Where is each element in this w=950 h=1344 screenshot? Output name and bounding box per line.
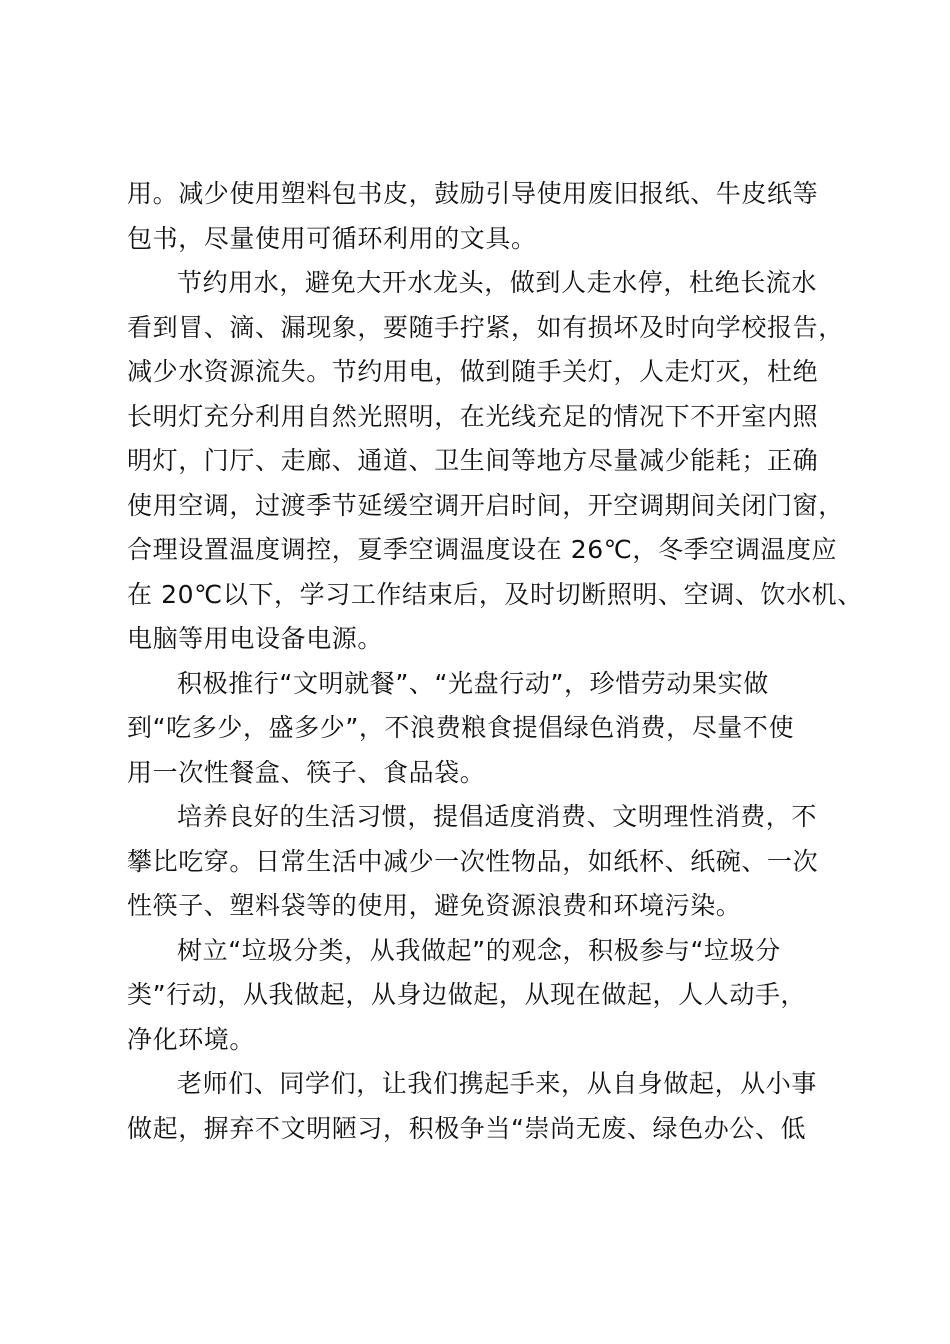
- paragraph: [127, 261, 863, 662]
- text-line: 在 20℃以下，学习工作结束后，及时切断照明、空调、饮水机、: [127, 579, 863, 609]
- paragraph: [127, 795, 839, 929]
- text-line: 净化环境。: [127, 1024, 256, 1054]
- text-line: 用。减少使用塑料包书皮，鼓励引导使用废旧报纸、牛皮纸等: [127, 179, 819, 208]
- text-line: 减少水资源流失。节约用电，做到随手关灯，人走灯灭，杜绝: [127, 357, 819, 386]
- text-line: 做起，摒弃不文明陋习，积极争当“崇尚无废、绿色办公、低: [127, 1113, 807, 1143]
- text-line: 性筷子、塑料袋等的使用，避免资源浪费和环境污染。: [127, 891, 742, 920]
- paragraph: [127, 172, 839, 261]
- text-line: 使用空调，过渡季节延缓空调开启时间，开空调期间关闭门窗，: [127, 490, 844, 520]
- document-body: [127, 172, 863, 1151]
- text-line: 用一次性餐盒、筷子、食品袋。: [127, 757, 486, 787]
- text-line: 包书，尽量使用可循环利用的文具。: [127, 223, 537, 253]
- text-line: 树立“垃圾分类，从我做起”的观念，积极参与“垃圾分: [177, 935, 781, 965]
- text-line: 明灯，门厅、走廊、通道、卫生间等地方尽量减少能耗；正确: [127, 446, 819, 475]
- text-line: 积极推行“文明就餐”、“光盘行动”，珍惜劳动果实做: [177, 668, 769, 698]
- paragraph: [127, 929, 839, 1063]
- text-line: 合理设置温度调控，夏季空调温度设在 26℃，冬季空调温度应: [127, 535, 838, 564]
- text-line: 看到冒、滴、漏现象，要随手拧紧，如有损坏及时向学校报告，: [127, 312, 844, 342]
- text-line: 到“吃多少，盛多少”，不浪费粮食提倡绿色消费，尽量不使: [127, 713, 795, 742]
- paragraph: [127, 662, 839, 796]
- paragraph: [127, 1062, 839, 1151]
- text-line: 类”行动，从我做起，从身边做起，从现在做起，人人动手，: [127, 980, 807, 1009]
- text-line: 老师们、同学们，让我们携起手来，从自身做起，从小事: [177, 1069, 818, 1098]
- text-line: 电脑等用电设备电源。: [127, 624, 384, 653]
- text-line: 培养良好的生活习惯，提倡适度消费、文明理性消费，不: [177, 802, 818, 831]
- text-line: 长明灯充分利用自然光照明，在光线充足的情况下不开室内照: [127, 401, 819, 431]
- text-line: 攀比吃穿。日常生活中减少一次性物品，如纸杯、纸碗、一次: [127, 846, 819, 876]
- text-line: 节约用水，避免大开水龙头，做到人走水停，杜绝长流水: [177, 268, 818, 297]
